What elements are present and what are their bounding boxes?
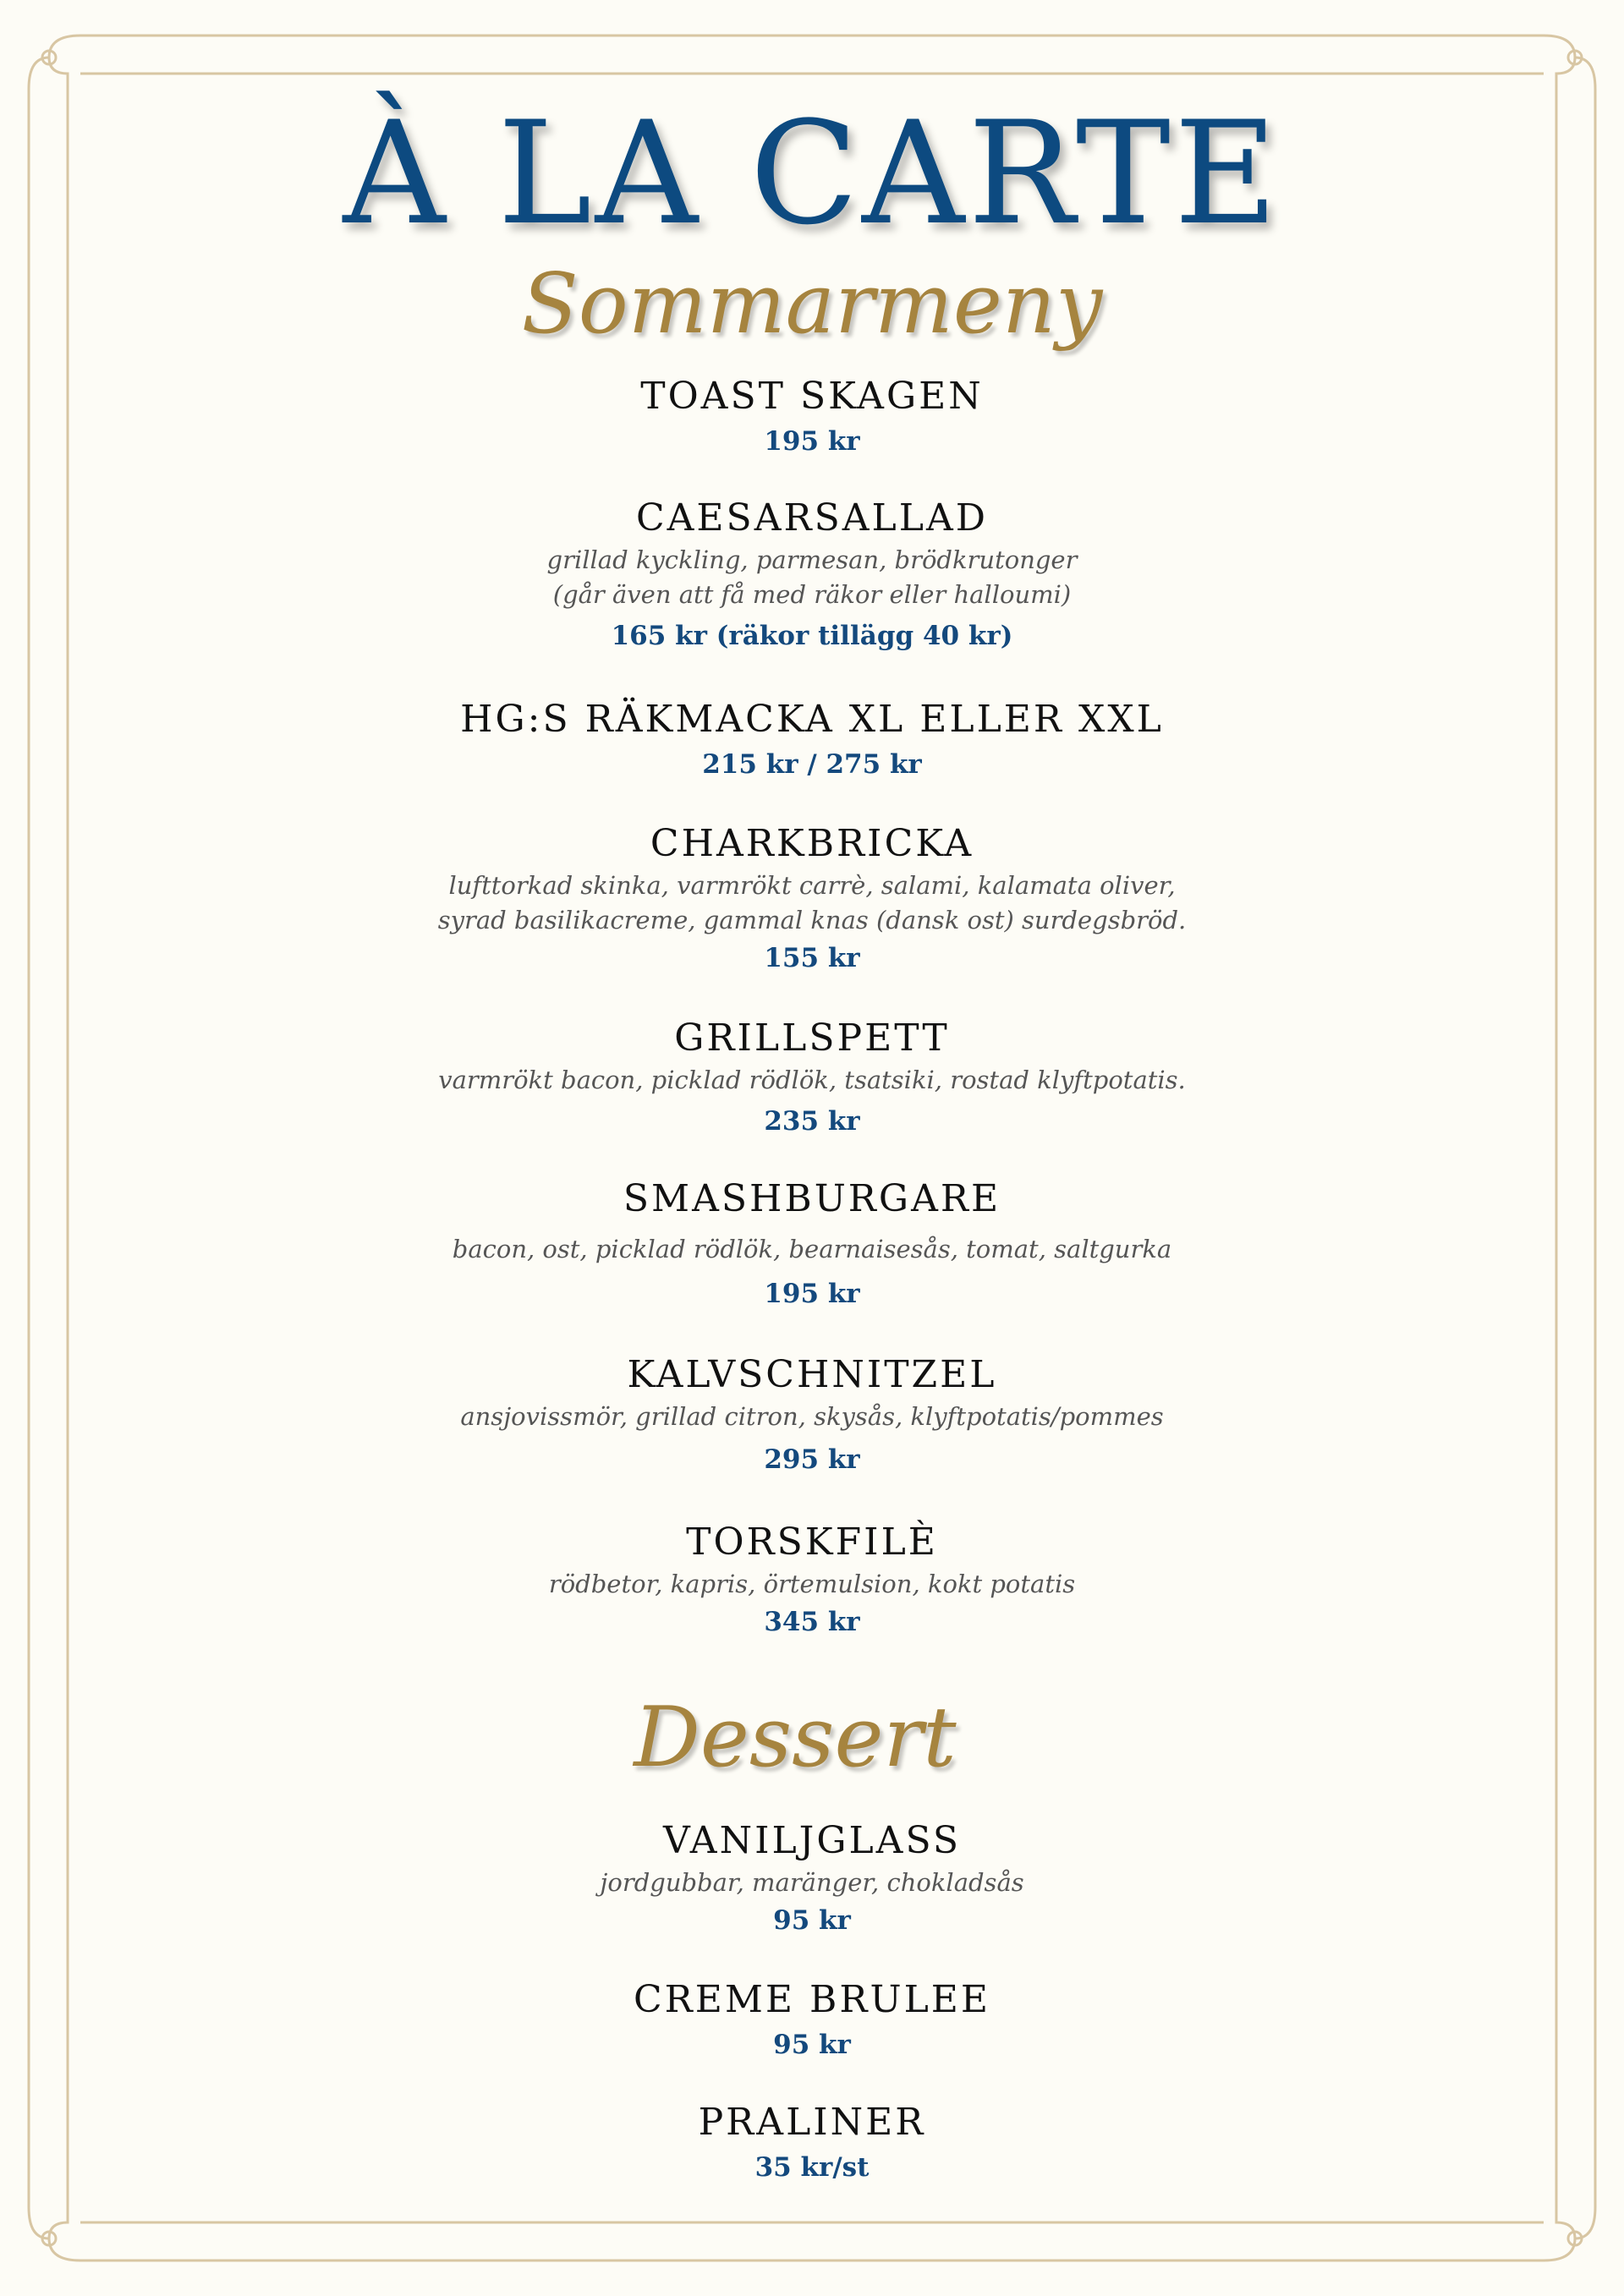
item-name: KALVSCHNITZEL — [627, 1353, 997, 1396]
item-price: 345 kr — [764, 1607, 860, 1637]
item-price: 95 kr — [773, 2030, 851, 2060]
item-name: GRILLSPETT — [674, 1016, 950, 1060]
item-price: 165 kr (räkor tillägg 40 kr) — [611, 621, 1013, 651]
menu-item-kalvschnitzel — [0, 1351, 1624, 1480]
item-name: CAESARSALLAD — [635, 496, 988, 540]
menu-item-creme-brulee — [0, 1975, 1624, 2065]
item-price: 155 kr — [764, 943, 860, 973]
item-description: bacon, ost, picklad rödlök, bearnaisesås, tomat, saltgurka — [452, 1235, 1172, 1263]
menu-item-praliner — [0, 2098, 1624, 2188]
item-description: grillad kyckling, parmesan, brödkrutonger — [546, 545, 1078, 574]
item-name: VANILJGLASS — [663, 1819, 961, 1862]
item-name: PRALINER — [698, 2101, 926, 2144]
item-description: jordgubbar, maränger, chokladsås — [600, 1868, 1024, 1897]
item-description: lufttorkad skinka, varmrökt carrè, salami, kalamata oliver, — [448, 871, 1176, 900]
section-title-dessert: Dessert — [634, 1690, 957, 1786]
menu-item-charkbricka — [0, 819, 1624, 978]
item-name: SMASHBURGARE — [623, 1177, 1001, 1220]
item-description: (går även att få med räkor eller halloumi) — [552, 580, 1072, 609]
item-price: 195 kr — [764, 426, 860, 457]
menu-item-caesarsallad — [0, 494, 1624, 656]
item-name: TOAST SKAGEN — [640, 375, 984, 418]
menu-item-vaniljglass — [0, 1817, 1624, 1941]
item-name: TORSKFILÈ — [686, 1521, 938, 1564]
item-price: 215 kr / 275 kr — [702, 749, 922, 780]
item-description: varmrökt bacon, picklad rödlök, tsatsiki, rostad klyftpotatis. — [438, 1066, 1186, 1094]
item-description: ansjovissmör, grillad citron, skysås, klyftpotatis/pommes — [460, 1402, 1164, 1431]
item-price: 35 kr/st — [754, 2152, 870, 2183]
item-price: 235 kr — [764, 1106, 860, 1137]
menu-item-torskfile — [0, 1518, 1624, 1642]
item-price: 195 kr — [764, 1279, 860, 1309]
item-name: CHARKBRICKA — [650, 822, 974, 865]
menu-item-grillspett — [0, 1014, 1624, 1142]
item-name: HG:S RÄKMACKA XL ELLER XXL — [460, 698, 1164, 741]
item-name: CREME BRULEE — [633, 1978, 991, 2021]
menu-item-toast-skagen — [0, 372, 1624, 462]
page-title: À LA CARTE — [343, 90, 1281, 256]
item-price: 295 kr — [764, 1444, 860, 1475]
menu-item-hgs-rakmacka — [0, 695, 1624, 785]
item-description: rödbetor, kapris, örtemulsion, kokt potatis — [548, 1570, 1076, 1598]
item-description: syrad basilikacreme, gammal knas (dansk ost) surdegsbröd. — [437, 906, 1187, 934]
menu-item-smashburgare — [0, 1175, 1624, 1314]
item-price: 95 kr — [773, 1905, 851, 1936]
section-title-sommarmeny: Sommarmeny — [521, 256, 1103, 353]
